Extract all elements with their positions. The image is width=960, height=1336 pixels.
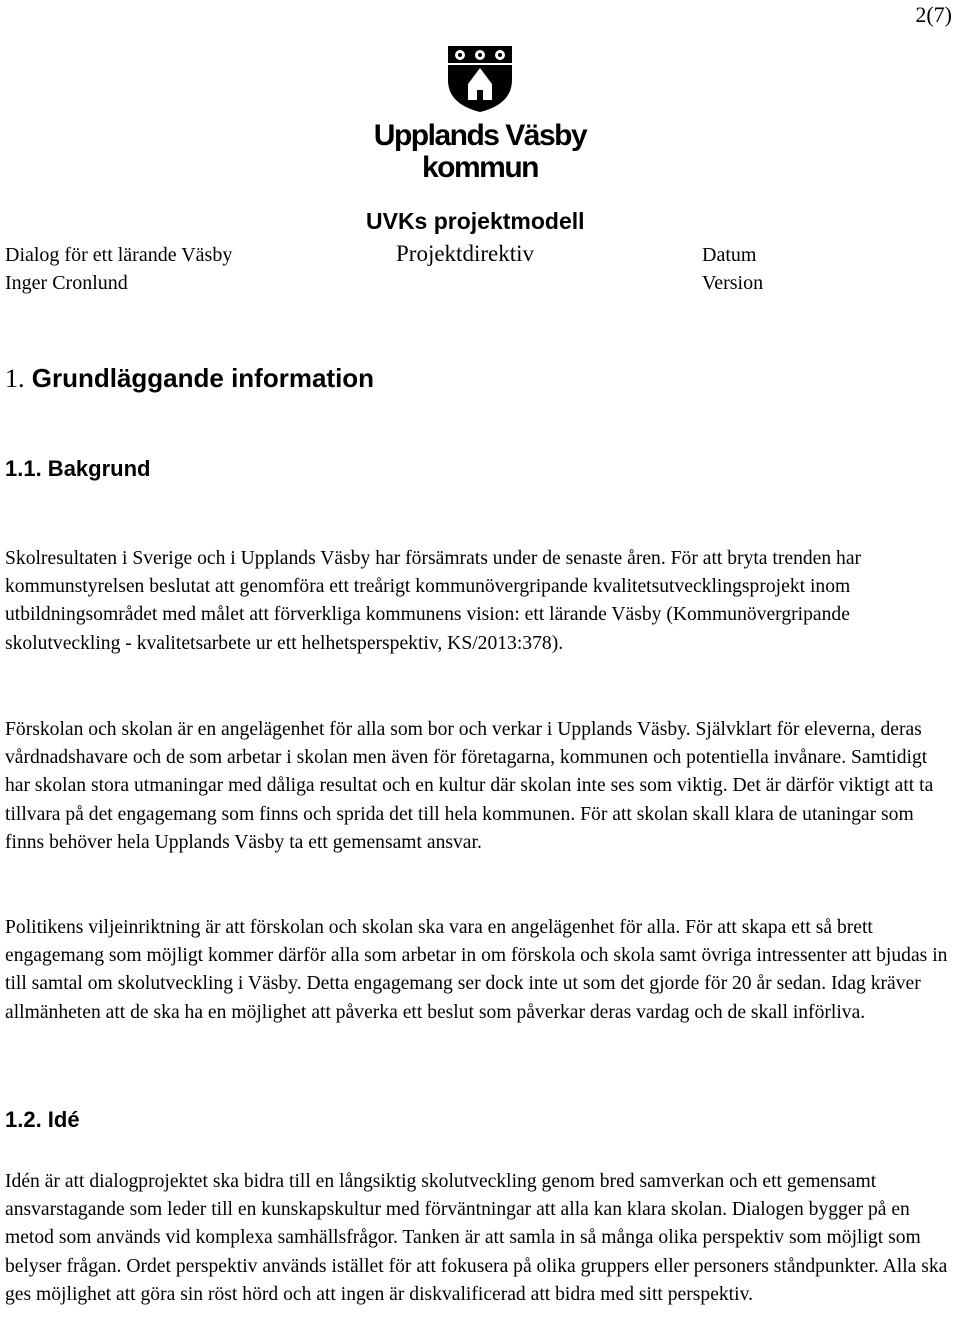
section-title: Grundläggande information bbox=[31, 363, 375, 393]
paragraph: Skolresultaten i Sverige och i Upplands Väsby har försämrats under de senaste åren. För att bryta trenden har kommunstyrelsen beslutat att genomföra ett treårigt kommunövergripande kvalitetsutvecklingsprojekt inom utbildningsområdet med målet att förverkliga kommunens vision: ett lärande Väsby (Kommunövergripande skolutveckling - kvalitetsarbete ur ett helhetsperspektiv, KS/2013:378). bbox=[5, 548, 862, 654]
logo-text-line2: kommun bbox=[421, 151, 538, 184]
document-title: UVKs projektmodell bbox=[366, 208, 585, 234]
project-name: Dialog för ett lärande Väsby bbox=[5, 244, 233, 266]
version-label: Version bbox=[702, 272, 764, 294]
document-subtitle: Projektdirektiv bbox=[396, 241, 534, 266]
page-number: 2(7) bbox=[915, 2, 952, 27]
logo-text-line1: Upplands Väsby bbox=[373, 119, 587, 152]
section-number: 1. bbox=[5, 364, 25, 393]
section-heading bbox=[5, 363, 374, 394]
subsection-heading-idea: 1.2. Idé bbox=[5, 1107, 80, 1132]
coat-of-arms-icon bbox=[446, 44, 514, 114]
paragraph: Politikens viljeinriktning är att förskolan och skolan ska vara en angelägenhet för alla. För att skapa ett så brett engagemang som möjligt kommer därför alla som arbetar in om förskola och skola samt övriga intressenter att bjudas in till samtal om skolutveckling i Väsby. Detta engagemang ser dock inte ut som det gjorde för 20 år sedan. Idag kräver allmänheten att de ska ha en möjlighet att påverka ett beslut som påverkar deras vardag och de skall införliva. bbox=[5, 917, 948, 1023]
paragraph: Förskolan och skolan är en angelägenhet för alla som bor och verkar i Upplands Väsby. Självklart för eleverna, deras vårdnadshavare och de som arbetar i skolan men även för företagarna, kommunen och potentiella invånare. Samtidigt har skolan stora utmaningar med dåliga resultat och en kultur där skolan inte ses som viktig. Det är därför viktigt att ta tillvara på det engagemang som finns och sprida det till hela kommunen. För att skolan skall klara de utaningar som finns behöver hela Upplands Väsby ta ett gemensamt ansvar. bbox=[5, 719, 934, 853]
date-label: Datum bbox=[702, 244, 757, 266]
paragraph: Idén är att dialogprojektet ska bidra till en långsiktig skolutveckling genom bred samverkan och ett gemensamt ansvarstagande som leder till en kunskapskultur med förväntningar att alla kan klara skolan. Dialogen bygger på en metod som används vid komplexa samhällsfrågor. Tanken är att samla in så många olika perspektiv som möjligt som belyser frågan. Ordet perspektiv används istället för att fokusera på olika gruppers eller personers ståndpunkter. Alla ska ges möjlighet att göra sin röst hörd och att ingen är diskvalificerad att bidra med sitt perspektiv. bbox=[5, 1171, 948, 1305]
municipality-logo bbox=[370, 44, 590, 184]
subsection-heading-background: 1.1. Bakgrund bbox=[5, 456, 151, 481]
author-name: Inger Cronlund bbox=[5, 272, 128, 294]
